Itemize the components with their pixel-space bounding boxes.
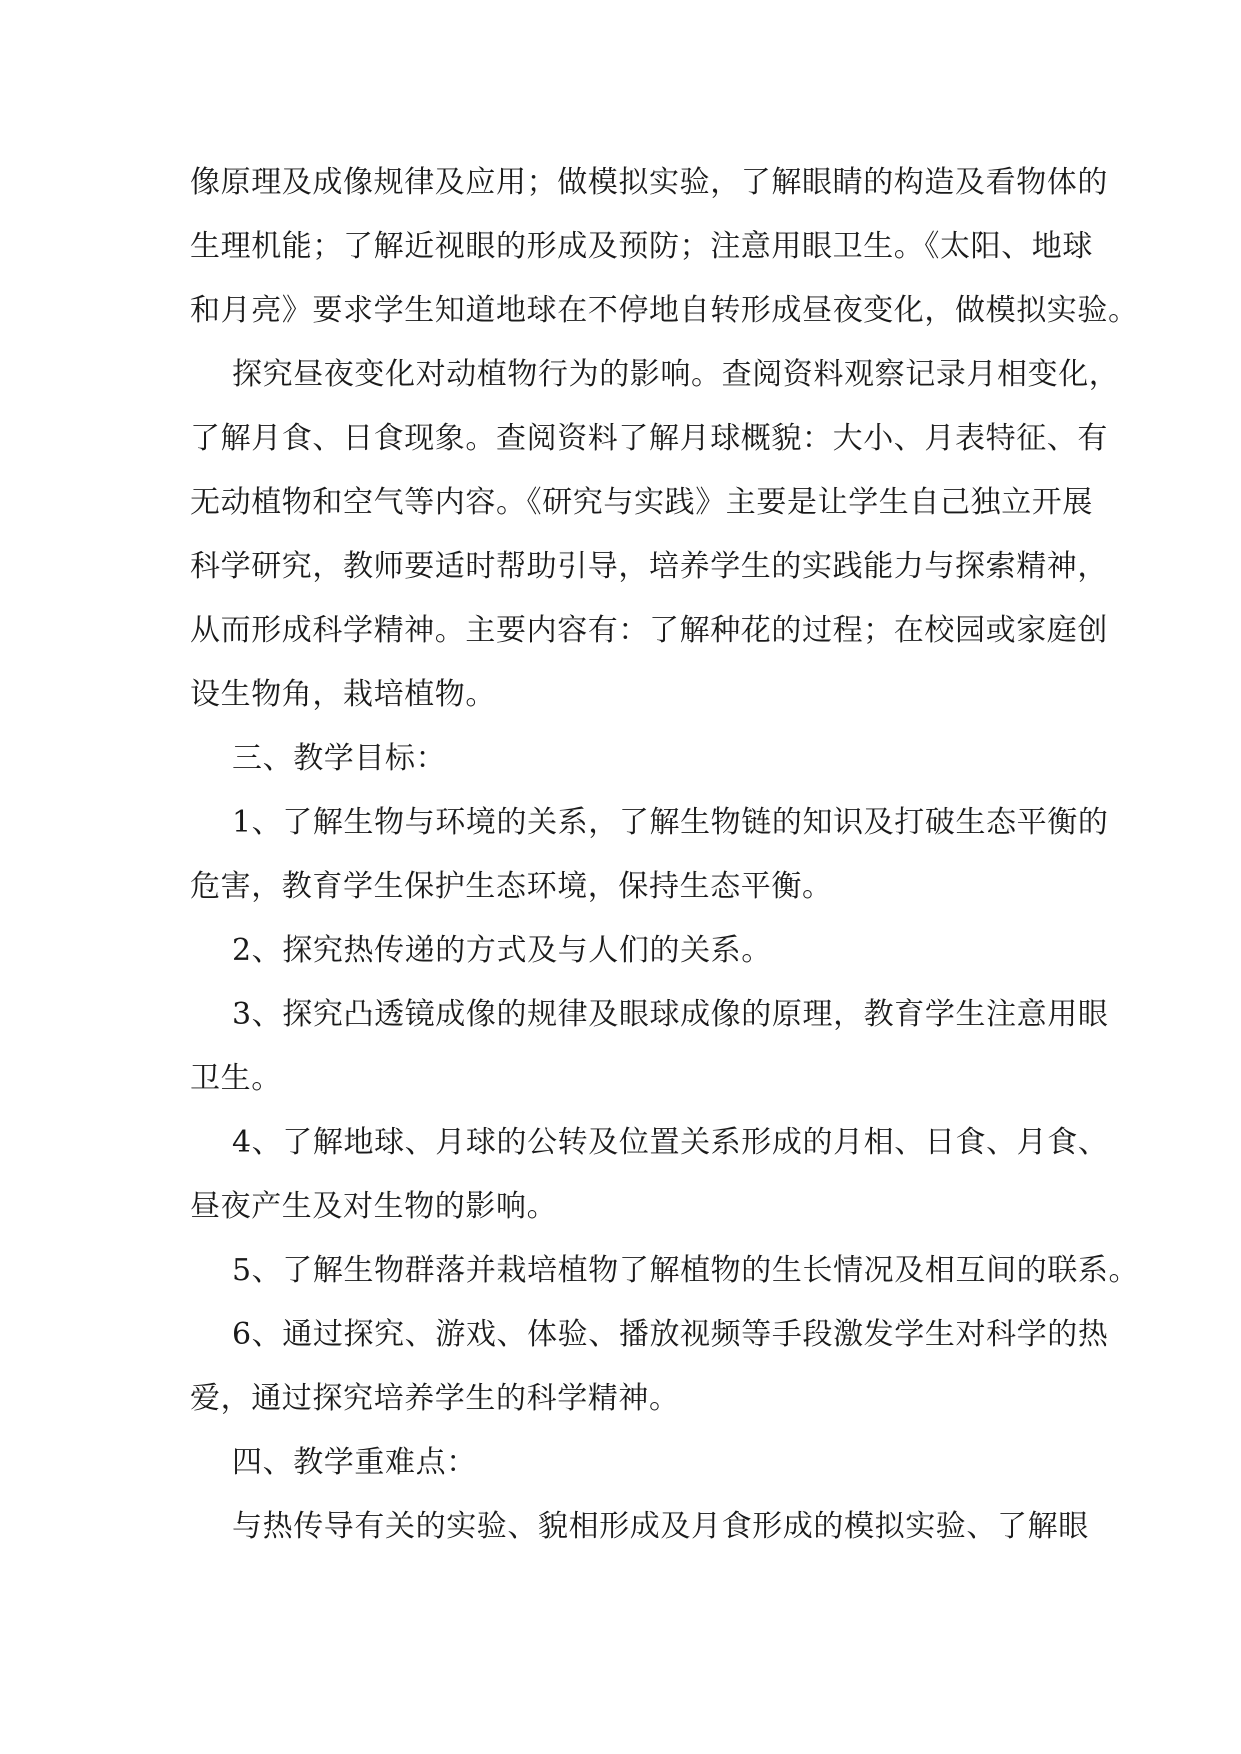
section-heading: 四、教学重难点：	[232, 1445, 477, 1480]
text-line: 设生物角，栽培植物。	[190, 677, 496, 712]
section-heading: 三、教学目标：	[232, 741, 447, 776]
text-line: 昼夜产生及对生物的影响。	[190, 1189, 558, 1224]
list-item: 4、了解地球、月球的公转及位置关系形成的月相、日食、月食、	[232, 1125, 1109, 1160]
text-line: 无动植物和空气等内容。《研究与实践》主要是让学生自己独立开展	[190, 485, 1093, 520]
text-line: 生理机能；了解近视眼的形成及预防；注意用眼卫生。《太阳、地球	[190, 229, 1093, 264]
list-item: 2、探究热传递的方式及与人们的关系。	[232, 933, 772, 968]
list-item: 1、了解生物与环境的关系，了解生物链的知识及打破生态平衡的	[232, 805, 1109, 840]
list-item: 3、探究凸透镜成像的规律及眼球成像的原理，教育学生注意用眼	[232, 997, 1109, 1032]
paragraph-first-line: 探究昼夜变化对动植物行为的影响。查阅资料观察记录月相变化，	[232, 357, 1120, 392]
text-line: 从而形成科学精神。主要内容有：了解种花的过程；在校园或家庭创	[190, 613, 1108, 648]
text-line: 和月亮》要求学生知道地球在不停地自转形成昼夜变化，做模拟实验。	[190, 293, 1139, 328]
text-line: 像原理及成像规律及应用；做模拟实验，了解眼睛的构造及看物体的	[190, 165, 1108, 200]
text-line: 爱，通过探究培养学生的科学精神。	[190, 1381, 680, 1416]
text-line: 科学研究，教师要适时帮助引导，培养学生的实践能力与探索精神，	[190, 549, 1108, 584]
list-item: 6、通过探究、游戏、体验、播放视频等手段激发学生对科学的热	[232, 1317, 1109, 1352]
text-line: 了解月食、日食现象。查阅资料了解月球概貌：大小、月表特征、有	[190, 421, 1108, 456]
list-item: 5、了解生物群落并栽培植物了解植物的生长情况及相互间的联系。	[232, 1253, 1140, 1288]
text-line: 卫生。	[190, 1061, 282, 1096]
paragraph-first-line: 与热传导有关的实验、貌相形成及月食形成的模拟实验、了解眼	[232, 1509, 1089, 1544]
text-line: 危害，教育学生保护生态环境，保持生态平衡。	[190, 869, 833, 904]
